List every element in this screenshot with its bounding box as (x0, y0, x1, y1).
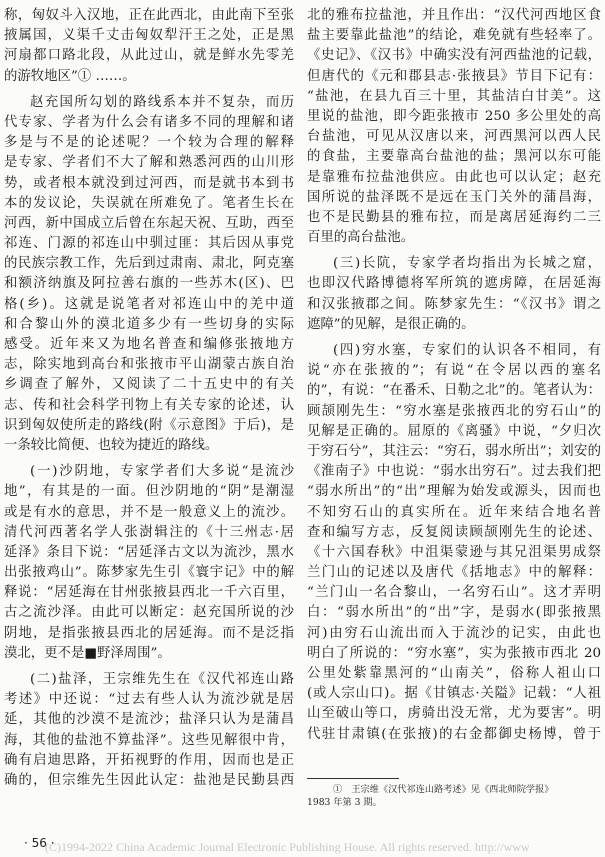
footnote (307, 783, 601, 809)
text-line: 山至破山等口，虏骑出没无常，尤为要害”。明 (307, 706, 601, 722)
text-line: 代专家、学者为什么会有诸多不同的理解和诸 (4, 114, 294, 130)
text-line: 的民族宗教工作，先后到过肃南、肃北，阿克塞 (4, 256, 294, 272)
text-line: 公里处紫靠黑河的“山南关”，俗称人祖山口 (307, 666, 601, 681)
footnote-divider (307, 778, 399, 779)
text-line: 地”，有其是的一面。但沙阴地的“阴”是潮湿 (4, 484, 294, 500)
footnote-line: ① 王宗维《汉代祁连山路考述》见《西北师院学报》 (333, 784, 554, 795)
text-line: 的”，有说：“在番禾、日勒之北”的。笔者认为： (307, 383, 601, 399)
text-line: 的食盐，主要靠高台盐池的盐；黑河以东可能 (307, 149, 601, 165)
text-line: 感受。近年来又为地名普查和编修张掖地方 (4, 337, 294, 352)
text-line: 海，其他的盐池不算盐泽”。这些见解很中肯， (4, 732, 294, 748)
section-heading-qiongshui-fort: (四)穷水塞，专家们的认识各不相同，有 (333, 343, 601, 358)
text-line: 百里的高台盐池。 (307, 230, 415, 246)
text-line: 势，或者根本就没到过河西，而是就书本到书 (4, 175, 294, 191)
text-line: 河)由穷石山流出而入于流沙的记实，由此也 (307, 625, 601, 641)
footnote-line: 1983 年第 3 期。 (307, 797, 382, 808)
text-line: 漠北，更不是■野泽周围”。 (4, 645, 171, 661)
text-line: 白：“弱水所出”的“出”字，是弱水(即张掖黑 (307, 605, 601, 621)
text-line: (或人宗山口)。据《甘镇志·关隘》记载：“人祖 (307, 686, 601, 702)
text-line: 格(乡)。这就是说笔者对祁连山中的羌中道 (4, 296, 294, 312)
text-line: 说“亦在张掖的”；有说“在令居以西的塞名 (307, 363, 601, 379)
page-number: · 56 · (24, 836, 55, 850)
text-line: 延，其他的沙漠不是流沙；盐泽只认为是蒲昌 (4, 712, 294, 728)
paragraph-start: 赵充国所勾划的路线系本并不复杂，而历 (30, 94, 294, 110)
text-line: “弱水所出”的“出”理解为始发或源头，因而也 (307, 484, 601, 500)
text-line: 北的雅布拉盐池，并且作出：“汉代河西地区食 (307, 8, 601, 23)
copyright-watermark: (C)1994-2022 China Academic Journal Electronic Publishing House. All rights reserved. http://www (45, 840, 530, 854)
text-line: 国所说的盐泽既不是远在玉门关外的蒲昌海， (307, 189, 601, 205)
text-line: 和汉张掖郡之间。陈梦家先生：“《汉书》谓之 (307, 296, 601, 312)
text-line: 阴地，是指张掖县西北的居延海。而不是泛指 (4, 625, 294, 641)
text-line: 《史记》、《汉书》中确实没有河西盐池的记载， (307, 48, 601, 64)
text-line: 是专家、学者们不大了解和熟悉河西的山川形 (4, 155, 294, 171)
text-line: “兰门山一名合黎山，一名穷石山”。这才弄明 (307, 585, 601, 601)
text-line: 遮障”的见解，是很正确的。 (307, 316, 475, 332)
text-line: 志，除实地到高台和张掖市平山湖蒙古族自治 (4, 357, 294, 373)
text-line: 台盐池，可见从汉唐以来，河西黑河以西人民 (307, 129, 601, 145)
right-column (307, 6, 601, 745)
text-line: 古之流沙泽。由此可以断定：赵充国所说的沙 (4, 605, 294, 621)
text-line: 见解是正确的。屈原的《离骚》中说，“夕归次 (307, 423, 601, 439)
text-line: 清代河西著名学人张澍辑注的《十三州志·居 (4, 524, 294, 540)
text-line: 释说：“居延海在甘州张掖县西北一千六百里， (4, 585, 294, 601)
text-line: 本的发议论，失误就在所难免了。笔者生长在 (4, 195, 294, 211)
section-heading-long-trench: (三)长阬，专家学者均指出为长城之窟， (333, 256, 601, 272)
text-line: 里说的盐池，即今距张掖市 250 多公里处的高 (307, 108, 601, 124)
text-line: 代驻甘肃镇(在张掖)的右金都御史杨博，曾于 (307, 726, 601, 742)
text-line: 或是有水的意思，并不是一般意义上的流沙。 (4, 504, 294, 520)
text-line: 乡调查了解外，又阅读了二十五史中的有关 (4, 377, 294, 393)
text-line: 兰门山的记述以及唐代《括地志》中的解释： (307, 565, 601, 581)
text-line: 于穷石兮”，其注云：“穷石，弱水所出”；刘安的 (307, 443, 601, 459)
text-line: “盐池，在县九百三十里，其盐洁白甘美”。这 (307, 88, 601, 104)
text-line: 《淮南子》中也说：“弱水出穷石”。过去我们把 (307, 464, 601, 480)
text-line: 和额济纳旗及阿拉善右旗的一些苏木(区)、巴 (4, 276, 294, 292)
text-line: 祁连、门源的祁连山中驯过匪：其后因从事党 (4, 236, 294, 252)
text-line: 掖属国，义渠千丈击匈奴犁汗王之处，正是黑 (4, 28, 294, 44)
text-line: 不知穷石山的真实所在。近年来结合地名普 (307, 504, 601, 520)
text-line: 是靠雅布拉盐池供应。由此也可以认定；赵充 (307, 169, 601, 185)
text-line: 志、传和社会科学刊物上有关专家的论述，认 (4, 397, 294, 413)
text-line: 河西，新中国成立后曾在东起天祝、互助，西至 (4, 215, 294, 231)
text-line: 但唐代的《元和郡县志·张掖县》节目下记有： (307, 68, 601, 84)
text-line: 也不是民勤县的雅布拉，而是离居延海约二三 (307, 209, 601, 225)
section-heading-sandy-area: (一)沙阴地，专家学者们大多说“是流沙 (30, 464, 294, 480)
text-line: 顾颉刚先生：“穷水塞是张掖西北的穷石山”的 (307, 403, 601, 419)
text-line: 查和编写方志，反复阅读顾颉刚先生的论述、 (307, 524, 601, 540)
text-line: 延泽》条目下说：“居延泽古文以为流沙，黑水 (4, 544, 294, 560)
text-line: 多是与不是的论述呢？一个较为合理的解释 (4, 135, 294, 151)
text-line: 也即汉代路博德将军所筑的遮虏障，在居延海 (307, 276, 601, 292)
section-heading-salt-lake: (二)盐泽，王宗维先生在《汉代祁连山路 (30, 672, 294, 687)
text-line: 河扇都口路北段，从此过山，就是鲜水先零羌 (4, 48, 294, 64)
text-line: 盐主要靠此盐池”的结论，难免就有些轻率了。 (307, 28, 601, 44)
text-line: 确有启迪思路，开拓视野的作用，因而也是正 (4, 752, 294, 768)
text-line: 确的，但宗维先生因此认定：盐池是民勤县西 (4, 772, 294, 788)
text-line: 出张掖鸡山”。陈梦家先生引《寰宇记》中的解 (4, 565, 294, 581)
text-line: 和合黎山外的漠北道多少有一些切身的实际 (4, 316, 294, 332)
text-line: 明白了所说的：“穷水塞”，实为张掖市西北 20 (307, 645, 601, 661)
text-line: 称，匈奴斗入汉地，正在此西北，由此南下至张 (4, 8, 294, 23)
left-column (4, 6, 294, 791)
text-line: 考述》中还说：“过去有些人认为流沙就是居 (4, 692, 294, 708)
text-line: 识到匈奴使所走的路线(附《示意图》于后)，是 (4, 417, 294, 433)
text-line: 的游牧地区”① ……。 (4, 68, 136, 84)
text-line: 《十六国春秋》中沮渠蒙逊与其兄沮渠男成祭 (307, 544, 601, 560)
text-line: 一条较比简便、也较为捷近的路线。 (4, 437, 219, 453)
